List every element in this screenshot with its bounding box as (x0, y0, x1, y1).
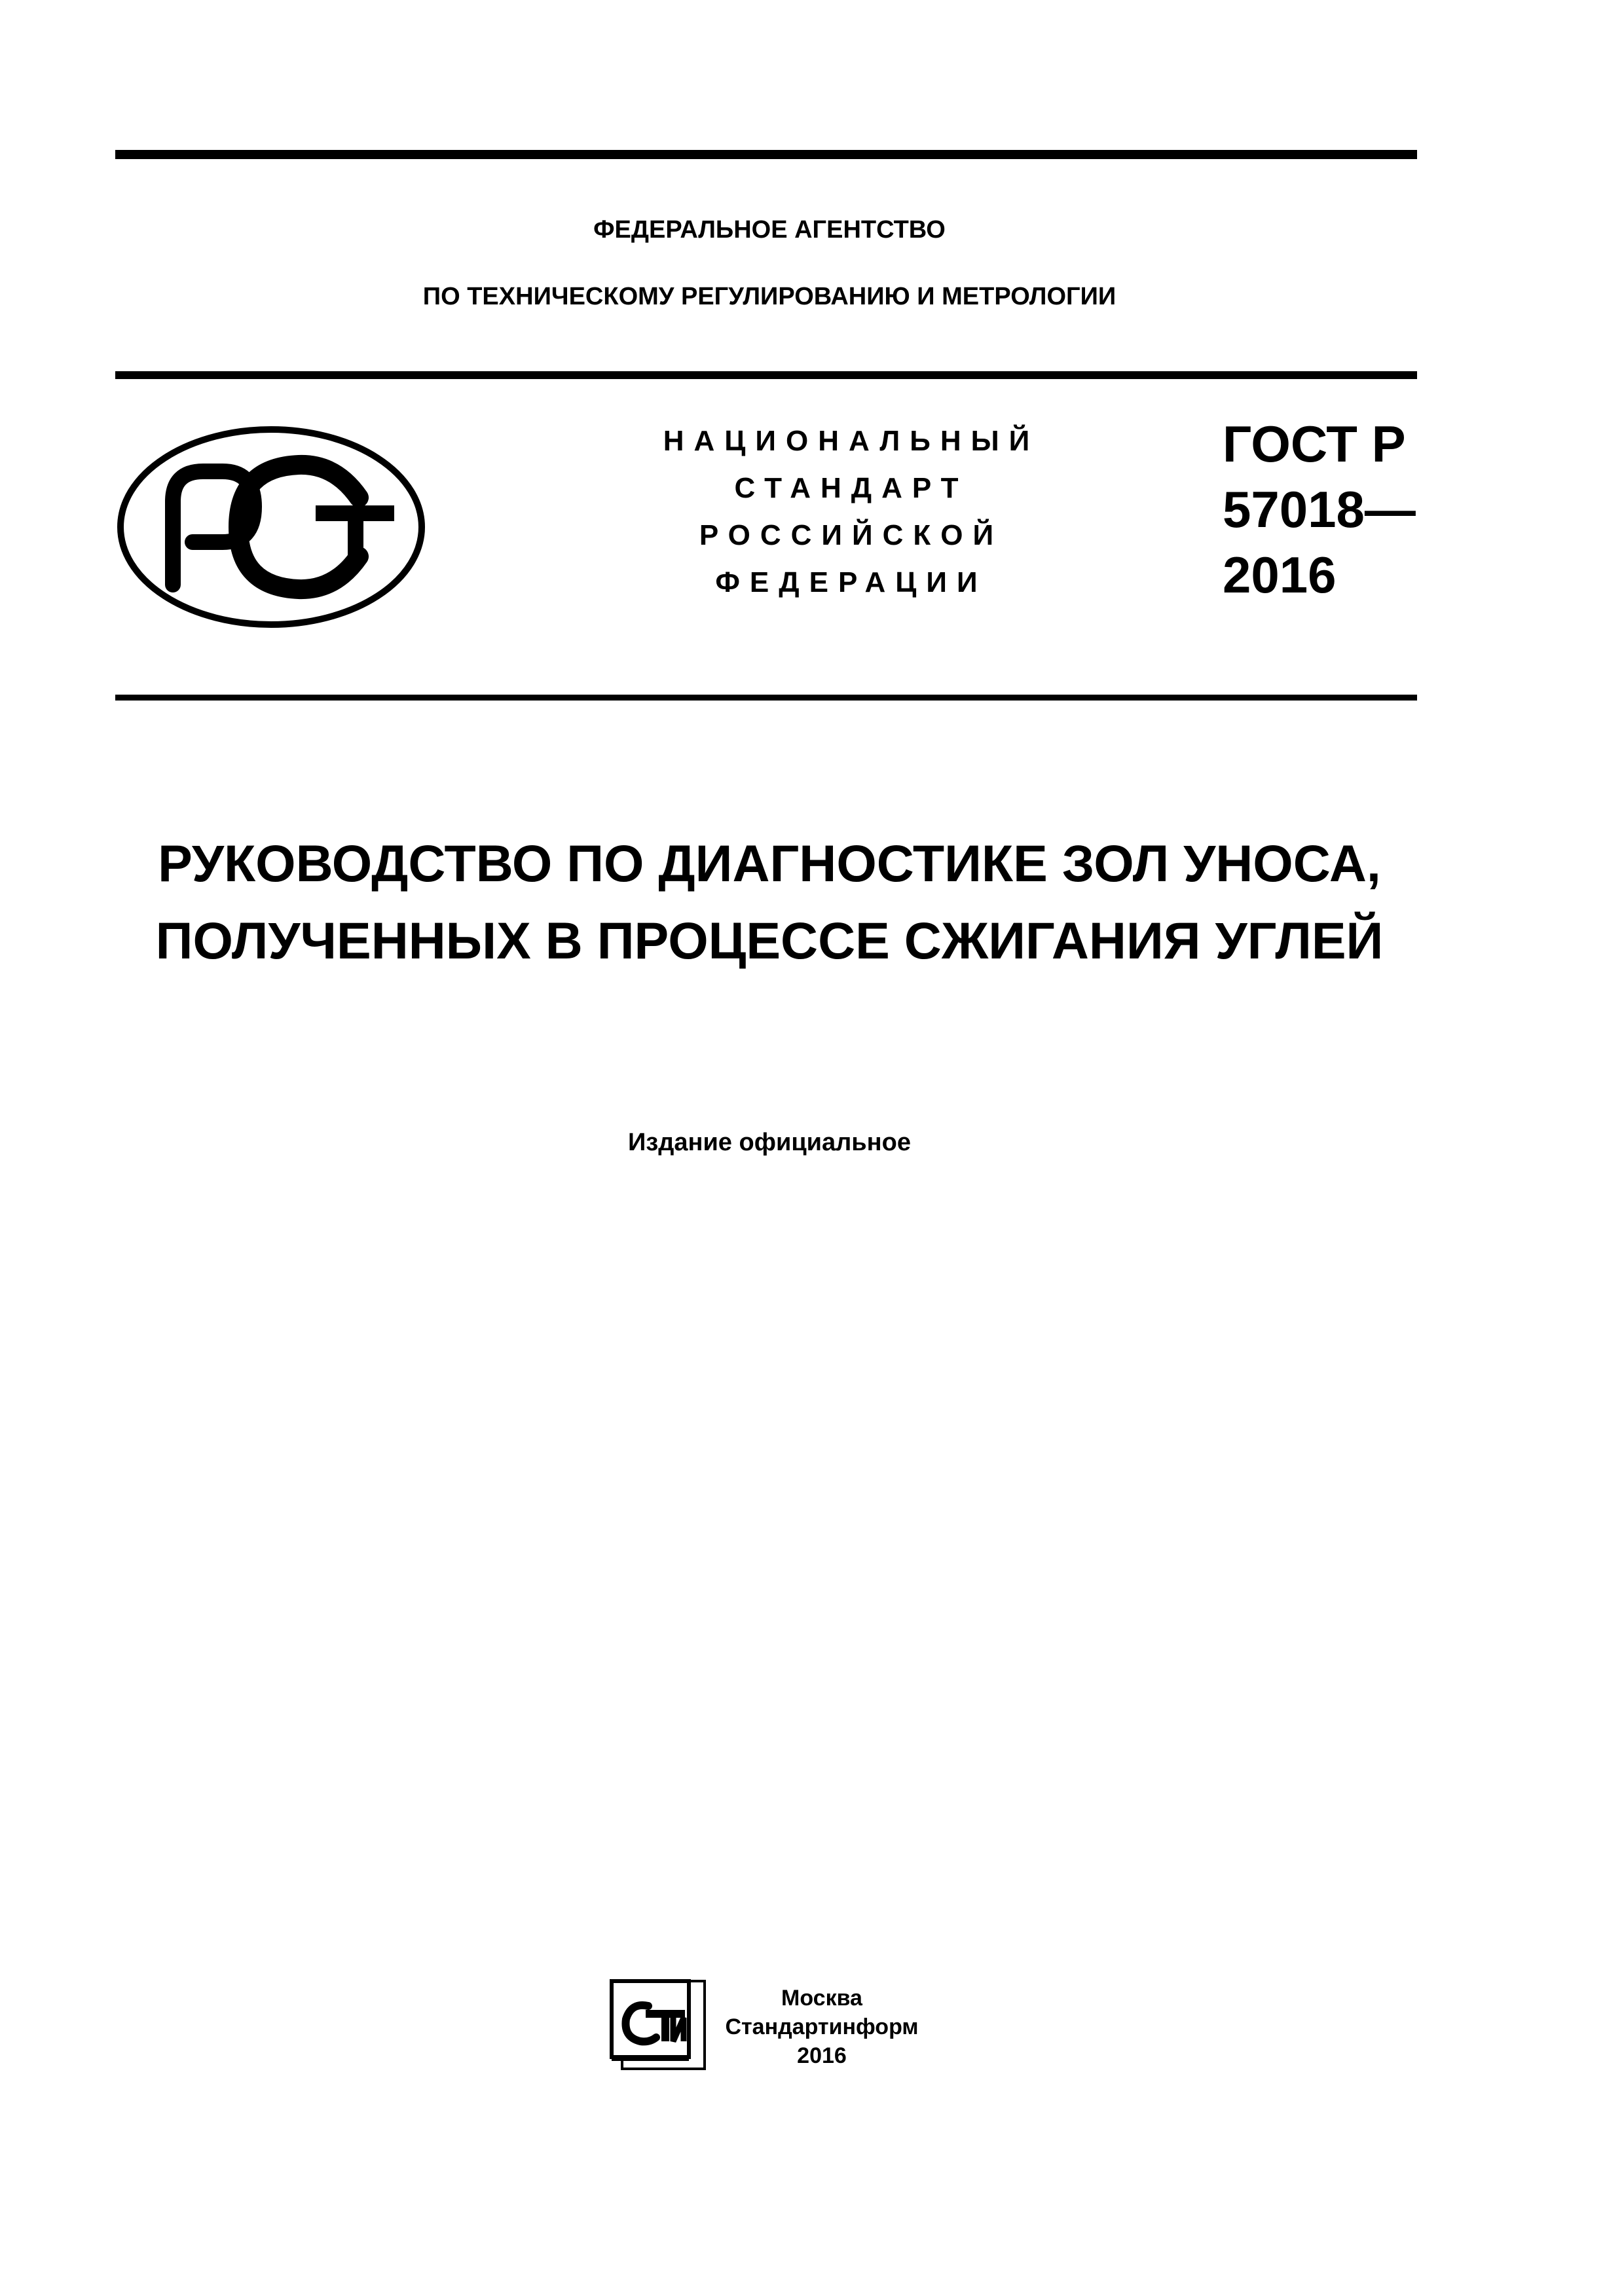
agency-line-2: ПО ТЕХНИЧЕСКОМУ РЕГУЛИРОВАНИЮ И МЕТРОЛОГИИ (422, 283, 1116, 310)
standard-number (1223, 411, 1416, 608)
publisher-info (710, 1984, 933, 2070)
standard-number-line: ГОСТ Р (1223, 415, 1406, 473)
title-rule (115, 695, 1417, 701)
standard-type (570, 418, 1133, 606)
standard-type-line: СТАНДАРТ (734, 472, 969, 504)
document-title-line: ПОЛУЧЕННЫХ В ПРОЦЕССЕ СЖИГАНИЯ УГЛЕЙ (155, 911, 1384, 970)
standard-type-line: ФЕДЕРАЦИИ (715, 566, 987, 598)
standard-number-line: 57018— (1223, 481, 1416, 538)
standard-number-line: 2016 (1223, 546, 1337, 604)
stin-publisher-icon (609, 1977, 707, 2072)
publisher-city: Москва (781, 1986, 862, 2011)
document-title (0, 825, 1539, 979)
top-rule (115, 150, 1417, 159)
publisher-year: 2016 (797, 2043, 847, 2068)
standard-type-line: НАЦИОНАЛЬНЫЙ (663, 425, 1040, 457)
document-title-line: РУКОВОДСТВО ПО ДИАГНОСТИКЕ ЗОЛ УНОСА, (158, 834, 1381, 892)
header-rule (115, 371, 1417, 379)
publisher-name: Стандартинформ (725, 2014, 919, 2039)
edition-label: Издание официальное (628, 1129, 911, 1156)
rst-mark-icon (115, 424, 427, 630)
standard-type-line: РОССИЙСКОЙ (699, 519, 1004, 551)
agency-line-1: ФЕДЕРАЛЬНОЕ АГЕНТСТВО (593, 216, 946, 244)
